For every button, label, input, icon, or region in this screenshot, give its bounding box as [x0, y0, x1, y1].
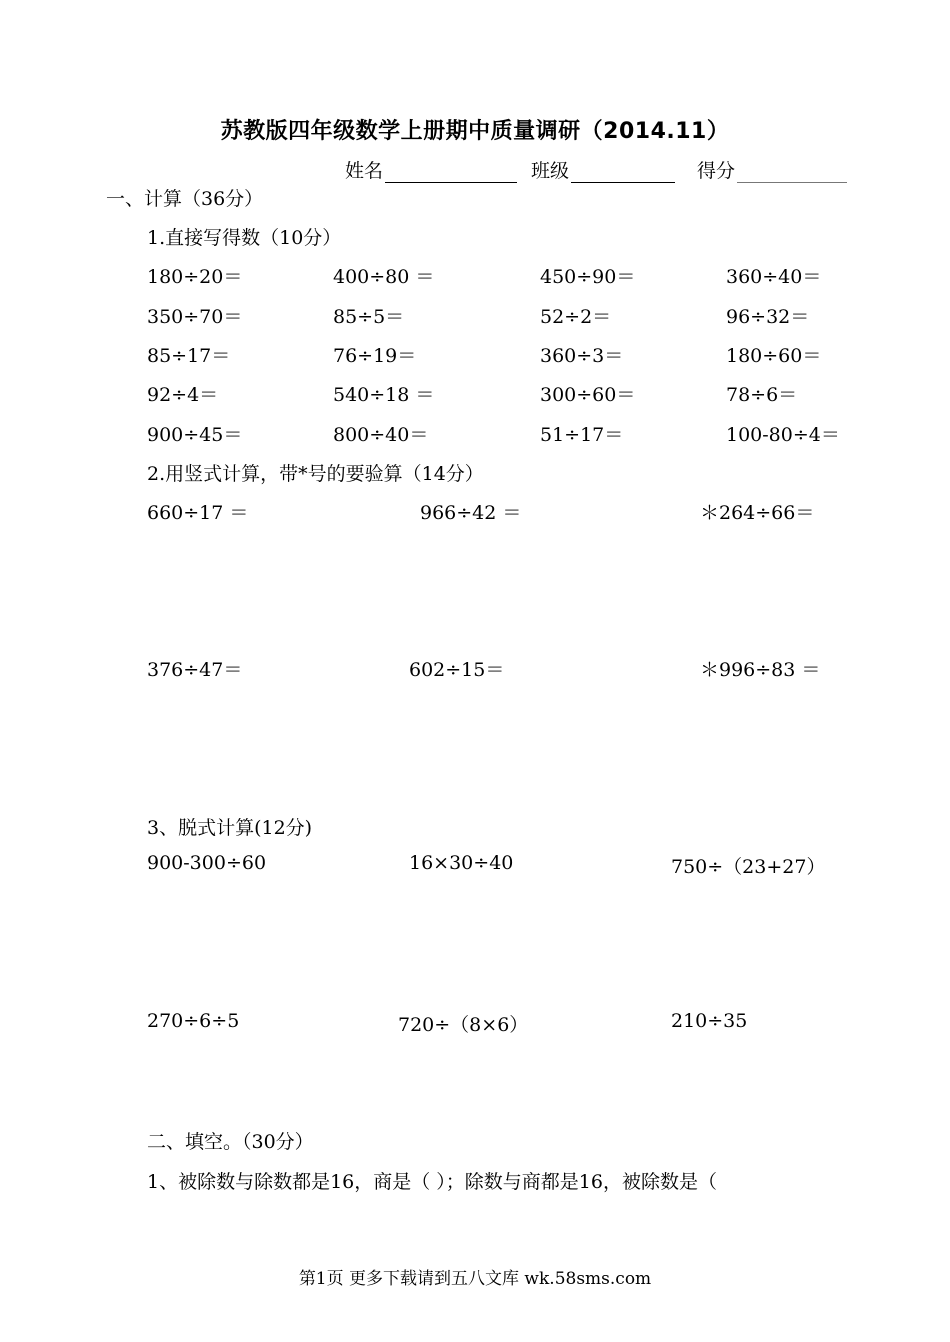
problem: 51÷17＝: [540, 424, 624, 446]
problem: 76÷19＝: [333, 345, 417, 367]
problem: 100-80÷4＝: [726, 424, 840, 446]
problem: 900÷45＝: [147, 424, 243, 446]
problem: 400÷80 ＝: [333, 266, 435, 288]
problem: 602÷15＝: [409, 659, 505, 681]
name-label: 姓名: [345, 160, 384, 182]
name-blank[interactable]: [385, 162, 517, 183]
problem: 720÷（8×6）: [398, 1014, 529, 1036]
section2-heading: 二、填空。（30分）: [147, 1131, 314, 1153]
problem: 270÷6÷5: [147, 1010, 240, 1032]
problem: 376÷47＝: [147, 659, 243, 681]
problem: 180÷20＝: [147, 266, 243, 288]
problem: 92÷4＝: [147, 384, 219, 406]
problem: 16×30÷40: [409, 852, 514, 874]
page-title: 苏教版四年级数学上册期中质量调研（2014.11）: [220, 119, 730, 144]
problem: 450÷90＝: [540, 266, 636, 288]
problem: 360÷3＝: [540, 345, 624, 367]
problem: 300÷60＝: [540, 384, 636, 406]
problem: ＊264÷66＝: [700, 502, 815, 524]
problem: ＊996÷83 ＝: [700, 659, 821, 681]
problem: 660÷17 ＝: [147, 502, 249, 524]
problem: 800÷40＝: [333, 424, 429, 446]
problem: 78÷6＝: [726, 384, 798, 406]
problem: 750÷（23+27）: [671, 856, 826, 878]
problem: 210÷35: [671, 1010, 748, 1032]
score-field: [697, 156, 847, 183]
problem: 85÷17＝: [147, 345, 231, 367]
part2-heading: 2.用竖式计算，带*号的要验算（14分）: [147, 463, 484, 485]
part3-heading: 3、脱式计算(12分): [147, 817, 313, 839]
class-label: 班级: [531, 160, 570, 182]
problem: 350÷70＝: [147, 306, 243, 328]
fill-question-1: 1、被除数与除数都是16，商是（ ）；除数与商都是16，被除数是（: [147, 1171, 717, 1193]
section1-heading: 一、计算（36分）: [106, 188, 264, 210]
problem: 540÷18 ＝: [333, 384, 435, 406]
problem: 900-300÷60: [147, 852, 267, 874]
part1-heading: 1.直接写得数（10分）: [147, 227, 342, 249]
problem: 52÷2＝: [540, 306, 612, 328]
class-field: [531, 156, 675, 183]
problem: 85÷5＝: [333, 306, 405, 328]
problem: 966÷42 ＝: [420, 502, 522, 524]
score-blank[interactable]: [737, 162, 847, 183]
problem: 96÷32＝: [726, 306, 810, 328]
name-field: [345, 156, 517, 183]
problem: 180÷60＝: [726, 345, 822, 367]
page-footer: 第1页 更多下载请到五八文库 wk.58sms.com: [298, 1269, 652, 1289]
problem: 360÷40＝: [726, 266, 822, 288]
class-blank[interactable]: [571, 162, 675, 183]
score-label: 得分: [697, 160, 736, 182]
